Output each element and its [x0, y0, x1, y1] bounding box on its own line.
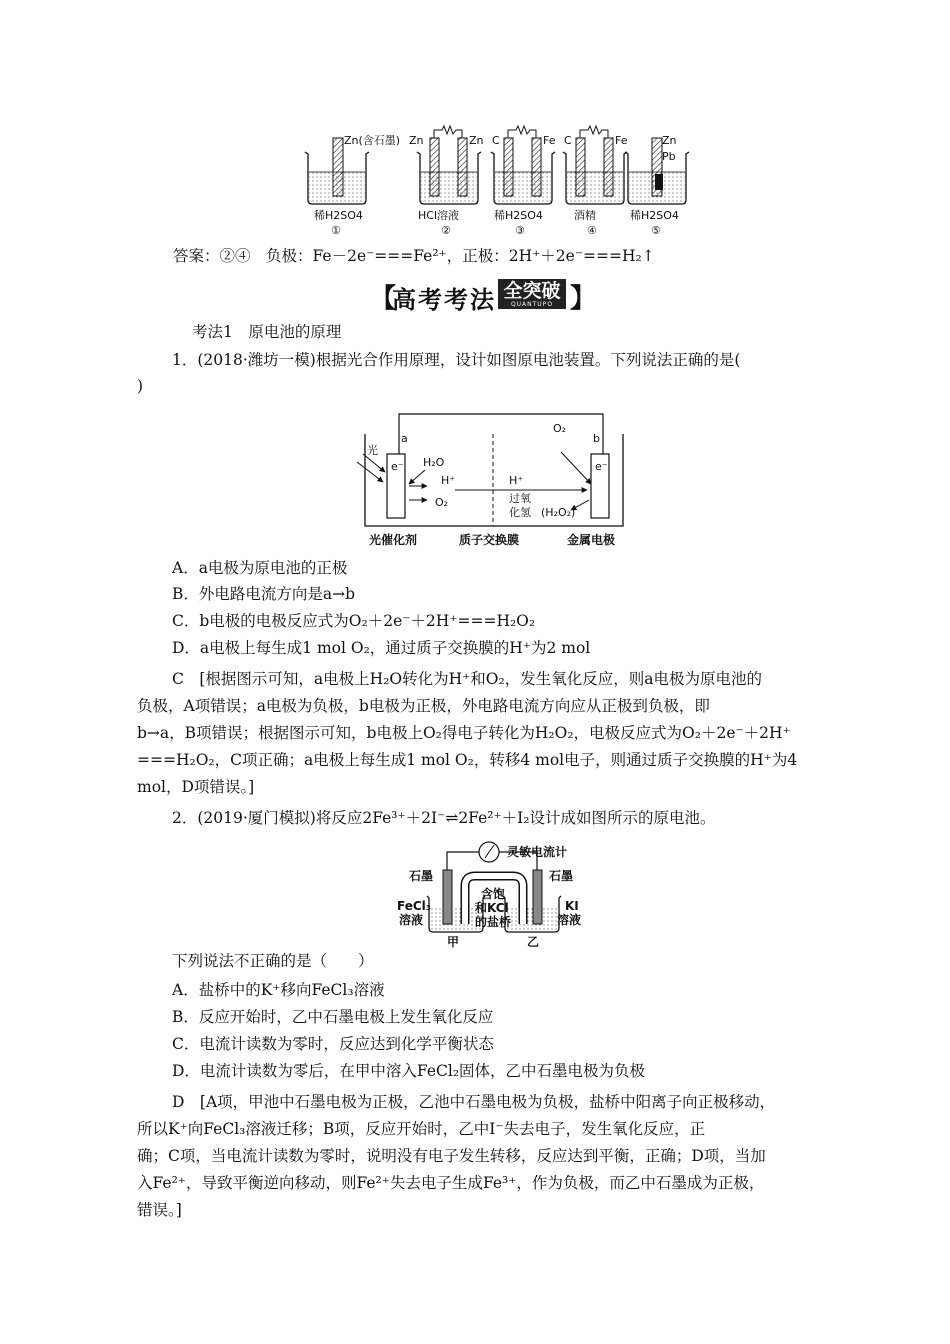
beaker-5: [625, 134, 689, 237]
q1-fig-light: 光: [367, 444, 378, 457]
q1-option-c: C．b电极的电极反应式为O₂＋2e⁻＋2H⁺===H₂O₂: [172, 612, 536, 630]
beaker-2-left: Zn: [409, 134, 424, 147]
q1-fig-b: b: [593, 432, 600, 445]
banner-box-text: 全突破: [503, 280, 561, 302]
q1-explanation-2: 负极，A项错误；a电极为负极，b电极为正极，外电路电流方向应从正极到负极，即: [137, 697, 710, 715]
banner-right-bracket: 】: [570, 284, 597, 314]
q2-explanation-3: 确；C项，当电流计读数为零时，说明没有电子发生转移，反应达到平衡，正确；D项，当加: [137, 1147, 766, 1165]
beaker-5-number: ⑤: [651, 224, 661, 237]
beaker-4-left: C: [564, 134, 572, 147]
q1-fig-peroxide2: 化氢: [509, 506, 531, 519]
q1-explanation-4: ===H₂O₂，C项正确；a电极上每生成1 mol O₂，转移4 mol电子，则通过质子交换膜的H⁺为4: [137, 751, 798, 769]
q2-fig-ki1: KI: [565, 899, 579, 913]
q2-fig-jia: 甲: [447, 935, 460, 948]
q1-explanation-5: mol，D项错误。]: [137, 778, 255, 796]
q1-explanation-3: b→a，B项错误；根据图示可知，b电极上O₂得电子转化为H₂O₂，电极反应式为O₂＋2e⁻＋2H⁺: [137, 724, 791, 742]
beaker-3-left: C: [492, 134, 500, 147]
beaker-2: [409, 126, 484, 237]
beaker-3: [491, 126, 556, 237]
q1-stem-line2: ): [137, 377, 144, 395]
q2-fig-fecl3-1: FeCl₃: [397, 899, 432, 913]
q2-fig-graphite-left: 石墨: [409, 869, 434, 883]
beaker-3-number: ③: [515, 224, 525, 237]
q1-fig-peroxide1: 过氧: [509, 492, 531, 505]
beaker-1-solution: 稀H2SO4: [314, 209, 363, 222]
banner-left-bracket: 【: [370, 284, 397, 314]
section-banner: [370, 278, 600, 312]
five-beakers-figure: [300, 124, 690, 244]
q1-fig-e-right: e⁻: [595, 460, 608, 473]
q1-fig-peroxide3: (H₂O₂): [541, 506, 576, 519]
q2-fig-ki2: 溶液: [557, 913, 582, 927]
q1-fig-o2-top: O₂: [553, 422, 567, 435]
beaker-1-electrode-label: Zn(含石墨): [344, 134, 401, 147]
q1-fig-label-right: 金属电极: [567, 533, 616, 547]
beaker-2-number: ②: [441, 224, 451, 237]
banner-title: 高考考法: [392, 286, 496, 314]
beaker-4: [563, 126, 628, 237]
section-title: 考法1 原电池的原理: [192, 323, 342, 341]
q1-cell-figure: [355, 410, 635, 550]
q2-explanation-5: 错误。]: [137, 1201, 182, 1219]
beaker-1-number: ①: [331, 224, 341, 237]
beaker-5-left: Zn: [662, 134, 677, 147]
q2-option-c: C．电流计读数为零时，反应达到化学平衡状态: [172, 1035, 494, 1053]
q1-fig-label-left: 光催化剂: [369, 533, 418, 547]
q2-question: 下列说法不正确的是（ ）: [172, 952, 374, 970]
beaker-1: [305, 133, 400, 237]
beaker-4-right: Fe: [615, 134, 628, 147]
beaker-3-solution: 稀H2SO4: [494, 209, 543, 222]
q1-fig-label-mid: 质子交换膜: [459, 533, 520, 547]
q2-fig-bridge2: 和KCl: [475, 901, 509, 915]
q1-fig-hplus-mid: H⁺: [509, 474, 524, 487]
q2-fig-bridge3: 的盐桥: [475, 915, 512, 929]
banner-box-sub: QUANTUPO: [510, 301, 554, 308]
q1-fig-h2o: H₂O: [423, 456, 445, 469]
banner-box: [498, 279, 566, 309]
q2-fig-yi: 乙: [527, 935, 540, 948]
q1-option-b: B．外电路电流方向是a→b: [172, 585, 356, 603]
beaker-3-right: Fe: [543, 134, 556, 147]
q1-fig-hplus-left: H⁺: [441, 474, 456, 487]
q1-fig-e-left: e⁻: [391, 460, 404, 473]
q2-cell-figure: [395, 836, 605, 948]
q2-stem: 2．(2019·厦门模拟)将反应2Fe³⁺＋2I⁻⇌2Fe²⁺＋I₂设计成如图所示的原电池。: [172, 809, 716, 827]
q2-option-b: B．反应开始时，乙中石墨电极上发生氧化反应: [172, 1008, 494, 1026]
q2-option-a: A．盐桥中的K⁺移向FeCl₃溶液: [172, 981, 385, 999]
q2-fig-galvanometer: 灵敏电流计: [507, 845, 568, 859]
q2-option-d: D．电流计读数为零后，在甲中溶入FeCl₂固体，乙中石墨电极为负极: [172, 1062, 646, 1080]
beaker-2-right: Zn: [469, 134, 484, 147]
q2-explanation-1: D [A项，甲池中石墨电极为正极，乙池中石墨电极为负极，盐桥中阳离子向正极移动，: [172, 1093, 776, 1111]
beaker-5-solution: 稀H2SO4: [630, 209, 679, 222]
q2-fig-fecl3-2: 溶液: [399, 913, 424, 927]
q1-option-d: D．a电极上每生成1 mol O₂，通过质子交换膜的H⁺为2 mol: [172, 639, 591, 657]
q2-explanation-2: 所以K⁺向FeCl₃溶液迁移；B项，反应开始时，乙中I⁻失去电子，发生氧化反应，正: [137, 1120, 706, 1138]
beaker-5-right: Pb: [662, 150, 676, 163]
beaker-4-number: ④: [587, 224, 597, 237]
q1-fig-o2-left: O₂: [435, 496, 449, 509]
q2-fig-graphite-right: 石墨: [549, 869, 574, 883]
q1-fig-a: a: [401, 432, 408, 445]
q2-explanation-4: 入Fe²⁺，导致平衡逆向移动，则Fe²⁺失去电子生成Fe³⁺，作为负极，而乙中石墨成为正极，: [137, 1174, 765, 1192]
beaker-2-solution: HCl溶液: [418, 209, 460, 222]
beaker-4-solution: 酒精: [574, 209, 596, 222]
q1-stem-line1: 1．(2018·潍坊一模)根据光合作用原理，设计如图原电池装置。下列说法正确的是(: [172, 351, 741, 369]
answer-line: 答案：②④ 负极：Fe－2e⁻===Fe²⁺，正极：2H⁺＋2e⁻===H₂↑: [173, 247, 655, 265]
q1-explanation-1: C [根据图示可知，a电极上H₂O转化为H⁺和O₂，发生氧化反应，则a电极为原电池的: [172, 670, 762, 688]
q1-option-a: A．a电极为原电池的正极: [172, 559, 348, 577]
q2-fig-bridge1: 含饱: [481, 887, 506, 901]
